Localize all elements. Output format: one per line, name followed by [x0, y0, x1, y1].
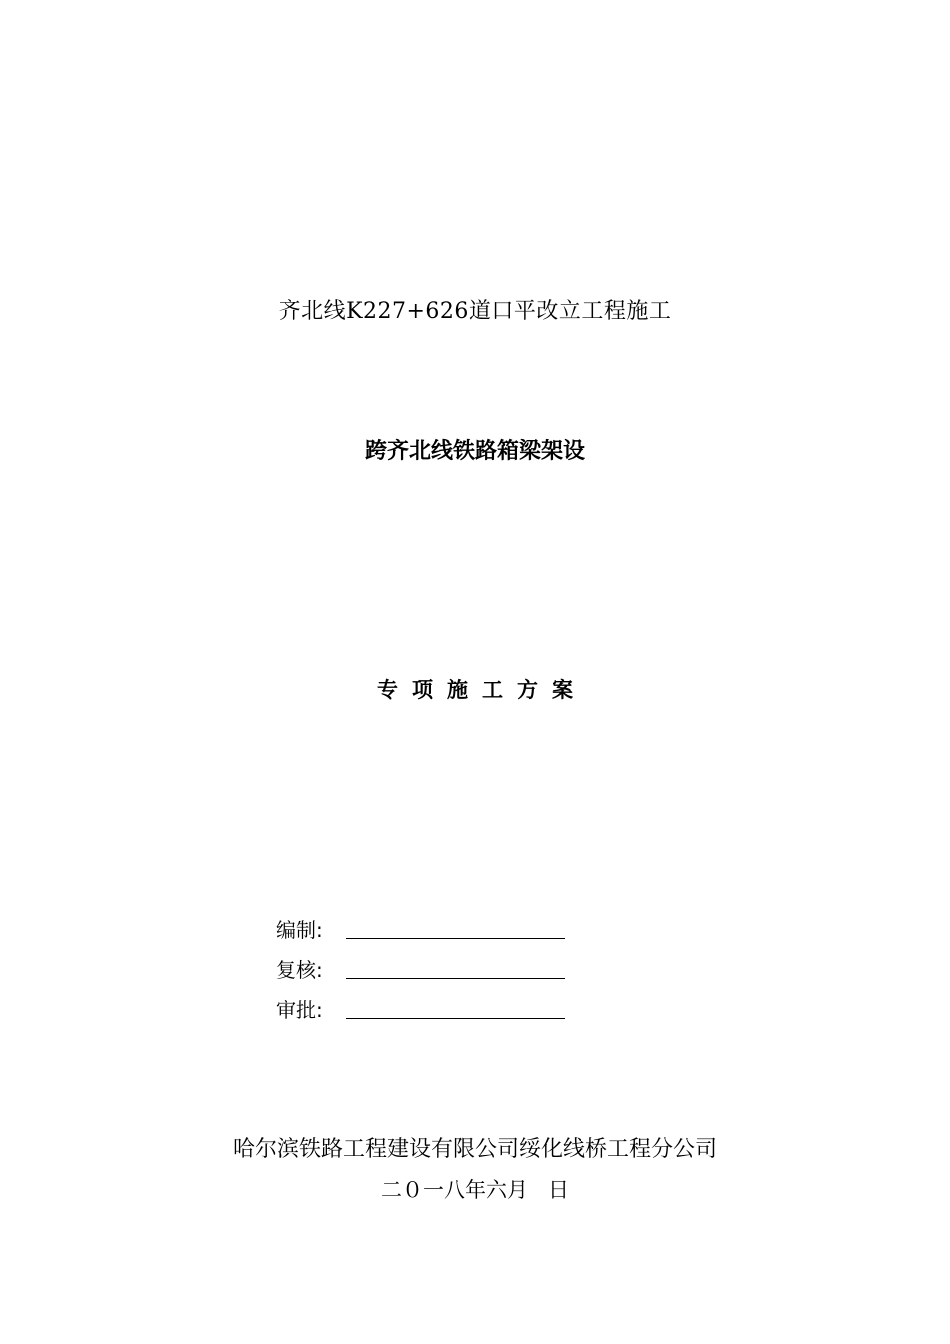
- approve-label: 审批:: [276, 998, 323, 1022]
- compile-signature-line: [346, 938, 565, 939]
- review-label: 复核:: [276, 958, 323, 982]
- compile-label: 编制:: [276, 918, 323, 942]
- document-title: 专项施工方案: [377, 678, 587, 702]
- project-title: 齐北线K227+626道口平改立工程施工: [278, 299, 672, 324]
- document-date: 二０一八年六月 日: [380, 1178, 570, 1202]
- project-subtitle: 跨齐北线铁路箱梁架设: [364, 439, 585, 464]
- review-signature-line: [346, 978, 565, 979]
- approve-signature-line: [346, 1018, 565, 1019]
- company-name: 哈尔滨铁路工程建设有限公司绥化线桥工程分公司: [232, 1137, 717, 1162]
